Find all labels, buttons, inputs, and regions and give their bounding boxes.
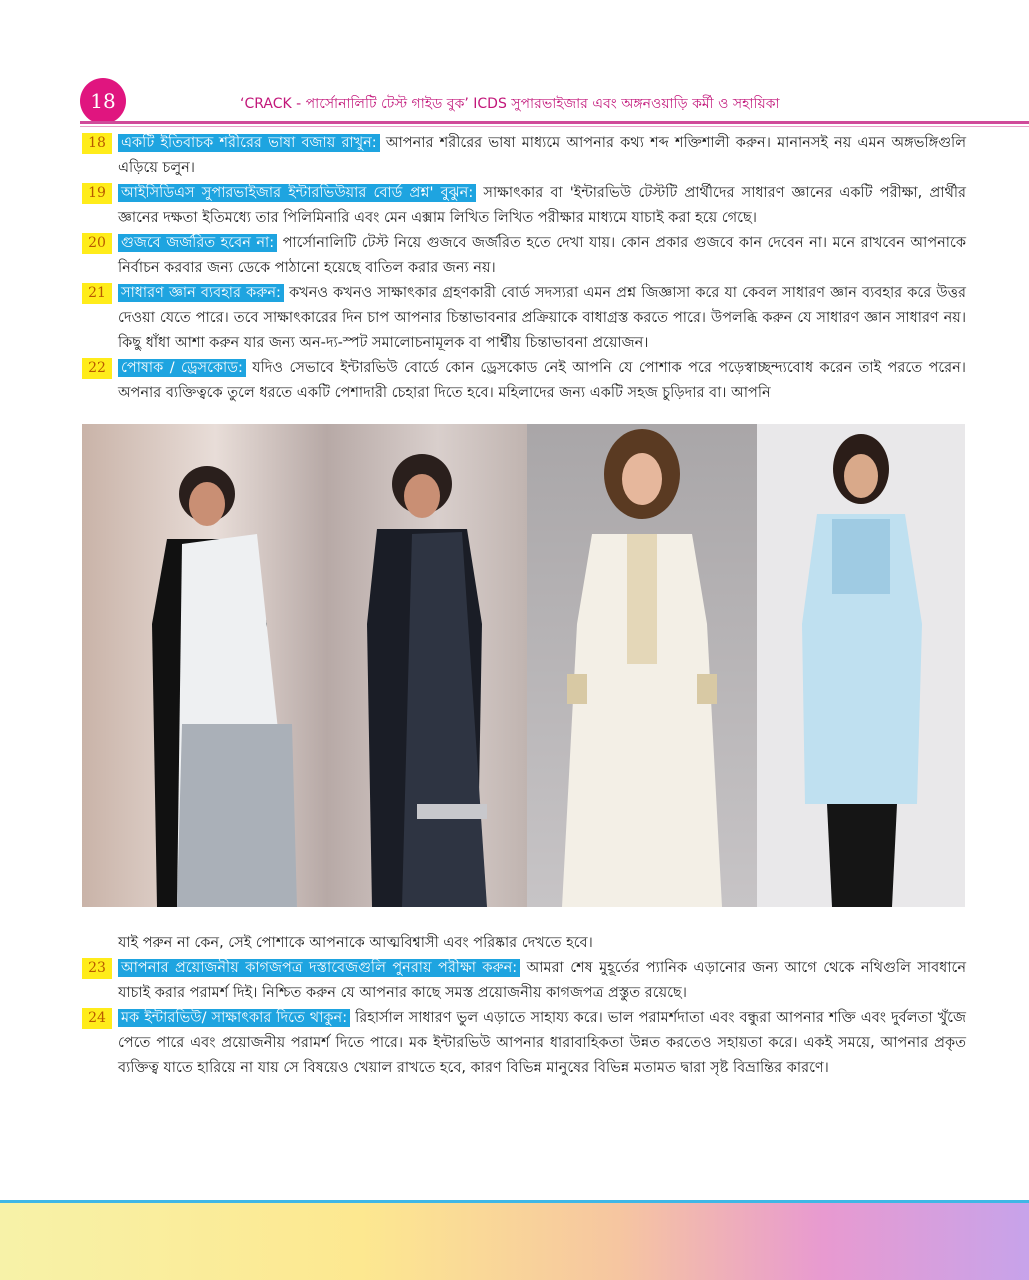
tip-heading: আপনার প্রয়োজনীয় কাগজপত্র দস্তাবেজগুলি পুনরায় পরীক্ষা করুন:	[118, 959, 520, 977]
tip-text: পার্সোনালিটি টেস্ট নিয়ে গুজবে জর্জরিত হতে দেখা যায়। কোন প্রকার গুজবে কান দেবেন না। মনে রাখবেন আপনাকে নির্বাচন করবার জন্য ডেকে পাঠানো হয়েছে বাতিল করার জন্য নয়।	[118, 235, 966, 276]
tip-number: 21	[82, 283, 112, 304]
tips-section-1	[82, 131, 966, 406]
header-rule-thin	[80, 126, 1029, 127]
tip-heading: গুজবে জর্জরিত হবেন না:	[118, 234, 277, 252]
white-kurti-illustration	[527, 424, 757, 907]
tip-number: 23	[82, 958, 112, 979]
tip-number: 24	[82, 1008, 112, 1029]
page-number: 18	[80, 78, 126, 124]
tip-text: আপনার শরীরের ভাষা মাধ্যমে আপনার কথ্য শব্দ শক্তিশালী করুন। মানানসই নয় এমন অঙ্গভঙ্গিগুলি এড়িয়ে চলুন।	[118, 135, 967, 176]
photo-blue-kurti	[757, 424, 965, 907]
tip-number: 22	[82, 358, 112, 379]
tip-item	[82, 356, 966, 406]
saree-figures-illustration	[82, 424, 527, 907]
tip-text: রিহার্সাল সাধারণ ভুল এড়াতে সাহায্য করে। ভাল পরামর্শদাতা এবং বন্ধুরা আপনার শক্তি এবং দুর্বলতা খুঁজে পেতে পারে এবং প্রয়োজনীয় পরামর্শ দিতে পারে। মক ইন্টারভিউ আপনার ধারাবাহিকতা উন্নত করতেও সহায়তা করে। একই সময়ে, আপনার প্রকৃত ব্যক্তিত্ব যাতে হারিয়ে না যায় সে বিষয়েও খেয়াল রাখতে হবে, কারণ বিভিন্ন মানুষের বিভিন্ন মতামত দ্বারা সৃষ্ট বিভ্রান্তির কারণে।	[118, 1010, 966, 1076]
tip-heading: পোষাক / ড্রেসকোড:	[118, 359, 246, 377]
tip-heading: সাধারণ জ্ঞান ব্যবহার করুন:	[118, 284, 284, 302]
tip-text: যদিও সেভাবে ইন্টারভিউ বোর্ডে কোন ড্রেসকোড নেই আপনি যে পোশাক পরে পড়েস্বাচ্ছন্দ্যবোধ করেন তাই পরতে পরেন। অপনার ব্যক্তিত্বকে তুলে ধরতে একটি পেশাদারী চেহারা দিতে হবে। মহিলাদের জন্য একটি সহজ চুড়িদার বা। আপনি	[118, 360, 966, 401]
footer-rule	[0, 1200, 1029, 1203]
tip-item	[82, 181, 966, 231]
tip-text: কখনও কখনও সাক্ষাৎকার গ্রহণকারী বোর্ড সদস্যরা এমন প্রশ্ন জিজ্ঞাসা করে যা কেবল সাধারণ জ্ঞান ব্যবহার করে উত্তর দেওয়া যেতে পারে। তবে সাক্ষাৎকারের দিন চাপ আপনার চিন্তাভাবনার প্রক্রিয়াকে বাধাগ্রস্ত করতে পারে। উপলব্ধি করুন যে সাধারণ জ্ঞান সাধারণ নয়। কিছু ধাঁধা আশা করুন যার জন্য অন-দ্য-স্পট সমালোচনামূলক বা পার্শ্বীয় চিন্তাভাবনা প্রয়োজন।	[118, 285, 966, 351]
tip-item	[82, 231, 966, 281]
footer-decoration	[0, 1200, 1029, 1280]
tip-item	[82, 131, 966, 181]
tip-heading: মক ইন্টারভিউ/ সাক্ষাৎকার দিতে থাকুন:	[118, 1009, 350, 1027]
tip-text: সাক্ষাৎকার বা 'ইন্টারভিউ টেস্টটি প্রার্থীদের সাধারণ জ্ঞানের একটি পরীক্ষা, প্রার্থীর জ্ঞানের দক্ষতা ইতিমধ্যে তার পিলিমিনারি এবং মেন এক্সাম লিখিত লিখিত পরীক্ষার মাধ্যমে যাচাই করা হয়ে গেছে।	[118, 185, 966, 226]
dress-code-photos	[82, 424, 965, 907]
photo-white-kurti	[527, 424, 757, 907]
photo-saree-women	[82, 424, 527, 907]
tip-item	[82, 1006, 966, 1081]
tips-section-2	[82, 931, 966, 1081]
tip-text: আমরা শেষ মুহূর্তের প্যানিক এড়ানোর জন্য আগে থেকে নথিগুলি সাবধানে যাচাই করার পরামর্শ দিই। নিশ্চিত করুন যে আপনার কাছে সমস্ত প্রয়োজনীয় কাগজপত্র প্রস্তুত রয়েছে।	[118, 960, 966, 1001]
tip-item	[82, 956, 966, 1006]
tip-22-continuation: যাই পরুন না কেন, সেই পোশাকে আপনাকে আত্মবিশ্বাসী এবং পরিষ্কার দেখতে হবে।	[118, 935, 593, 951]
blue-kurti-illustration	[757, 424, 965, 907]
tip-number: 19	[82, 183, 112, 204]
tip-heading: আইসিডিএস সুপারভাইজার ইন্টারভিউয়ার বোর্ড প্রশ্ন' বুঝুন:	[118, 184, 476, 202]
running-title: ‘CRACK - পার্সোনালিটি টেস্ট গাইড বুক’ ICDS সুপারভাইজার এবং অঙ্গনওয়াড়ি কর্মী ও সহায়িকা	[240, 96, 780, 112]
tip-item	[82, 281, 966, 356]
tip-heading: একটি ইতিবাচক শরীরের ভাষা বজায় রাখুন:	[118, 134, 380, 152]
header-rule	[80, 121, 1029, 124]
tip-number: 20	[82, 233, 112, 254]
tip-number: 18	[82, 133, 112, 154]
